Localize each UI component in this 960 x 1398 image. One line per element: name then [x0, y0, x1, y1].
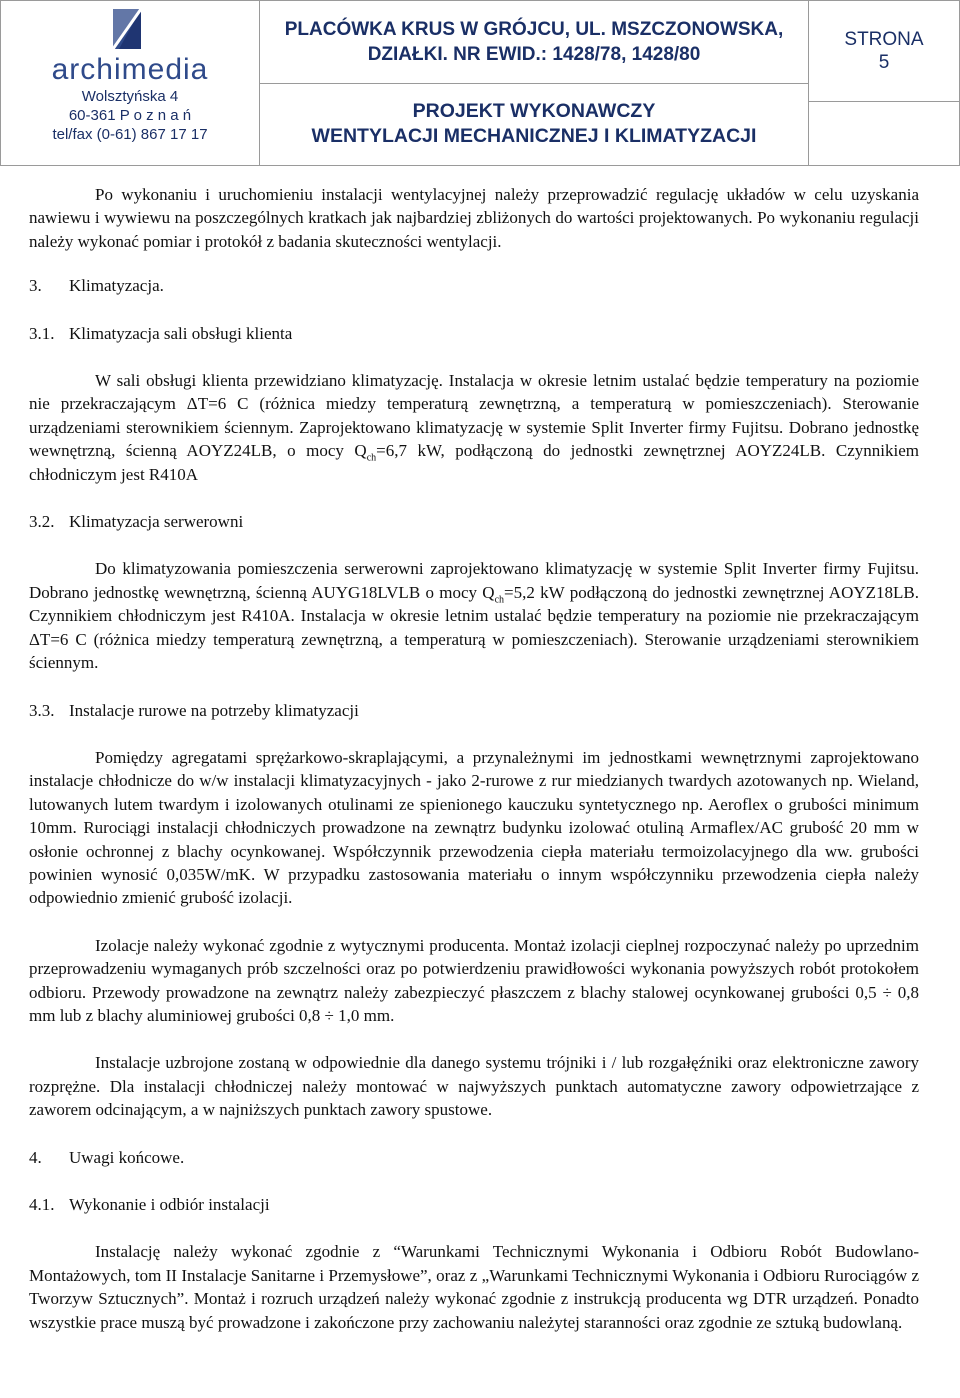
- logo-wordmark: archimedia: [51, 53, 209, 86]
- section-number: 3.1.: [29, 323, 55, 343]
- paragraph-3-3-insulation: Izolacje należy wykonać zgodnie z wytycznymi producenta. Montaż izolacji cieplnej rozpoczynać należy po uprzednim przeprowadzeniu wymaganych prób szczelności oraz po potwierdzeniu prawidłowości wykonania powyższych robót protokołem odbioru. Przewody prowadzone na zewnątrz należy zabezpieczyć płaszczem z blachy stalowej ocynkowanej grubości 0,5 ÷ 0,8 mm lub z blachy aluminiowej grubości 0,8 ÷ 1,0 mm.: [29, 935, 919, 1025]
- section-number: 4.1.: [29, 1195, 55, 1214]
- page-label: STRONA: [844, 29, 924, 50]
- section-number: 3.3.: [29, 700, 55, 720]
- section-title: Uwagi końcowe.: [69, 1147, 185, 1167]
- project-title-line2: WENTYLACJI MECHANICZNEJ I KLIMATYZACJI: [311, 125, 757, 148]
- archimedia-logo: [1, 1, 259, 87]
- section-title: Instalacje rurowe na potrzeby klimatyzacji: [69, 700, 359, 720]
- site-title-line2: DZIAŁKI. NR EWID.: 1428/78, 1428/80: [367, 43, 701, 65]
- address-street: Wolsztyńska 4: [81, 88, 179, 105]
- site-title-line1: PLACÓWKA KRUS W GRÓJCU, UL. MSZCZONOWSKA,: [284, 18, 784, 40]
- address-phone: tel/fax (0-61) 867 17 17: [52, 126, 208, 143]
- section-3-2-heading: [29, 510, 919, 533]
- paragraph-4-1: Instalację należy wykonać zgodnie z “Warunkami Technicznymi Wykonania i Odbioru Robót Budowlano-Montażowych, tom II Instalacje Sanitarne i Przemysłowe”, oraz z „Warunkami Technicznymi Wykonania i Odbioru Rurociągów z Tworzyw Sztucznych”. Montaż i rozruch urządzeń należy wykonać zgodnie z instrukcją producenta wg DTR urządzeń. Ponadto wszystkie prace muszą być prowadzone i zakończone przy zachowaniu należytej staranności oraz zgodnie ze sztuką budowlaną.: [29, 1242, 919, 1332]
- section-title: Klimatyzacja serwerowni: [69, 512, 244, 532]
- section-title: Klimatyzacja.: [69, 276, 164, 296]
- section-title: Klimatyzacja sali obsługi klienta: [69, 323, 293, 343]
- section-title: Wykonanie i odbiór instalacji: [69, 1195, 270, 1214]
- company-address: [1, 87, 259, 144]
- address-city: 60-361 P o z n a ń: [68, 107, 192, 124]
- section-4-heading: [29, 1146, 919, 1169]
- page-number: 5: [878, 52, 890, 73]
- document-body: [29, 183, 919, 1334]
- section-number: 4.: [29, 1147, 42, 1167]
- header-title-block: [260, 1, 809, 165]
- project-title-line1: PROJEKT WYKONAWCZY: [412, 100, 656, 123]
- paragraph-3-3-pipes: Pomiędzy agregatami sprężarkowo-skraplającymi, a przynależnymi im jednostkami wewnętrznymi zaprojektowano instalacje chłodnicze do w/w instalacji klimatyzacyjnych - jako 2-rurowe z rur miedzianych twardych azotowanych np. Wieland, lutowanych lutem twardym i izolowanych otulinami ze spienionego kauczuku syntetycznego np. Aeroflex o grubości minimum 10mm. Rurociągi instalacji chłodniczych prowadzone na zewnątrz budynku izolować otuliną Armaflex/AC grubość 20 mm w osłonie ochronnej z blachy ocynkowanej. Współczynnik przewodzenia ciepła materiału termoizolacyjnego dla ww. grubości powinien wynosić 0,035W/mK. W przypadku zastosowania materiału o innym współczynniku przewodzenia ciepła należy odpowiednio zmienić grubość izolacji.: [29, 747, 919, 908]
- page-number-block: [809, 1, 959, 102]
- section-4-1-heading: [29, 1193, 919, 1216]
- page-header: [0, 0, 960, 166]
- section-number: 3.2.: [29, 512, 55, 532]
- section-3-1-heading: [29, 322, 919, 345]
- paragraph-3-3-fittings: Instalacje uzbrojone zostaną w odpowiednie dla danego systemu trójniki i / lub rozgałęźniki oraz elektroniczne zawory rozprężne. Dla instalacji chłodniczej należy montować w najwyższych punktach automatyczne zawory odpowietrzające z zaworem odcinającym, a w najniższych punktach zawory spustowe.: [29, 1053, 919, 1120]
- paragraph-3-2: Do klimatyzowania pomieszczenia serwerowni zaprojektowano klimatyzację w systemie Split Inverter firmy Fujitsu. Dobrano jednostkę wewnętrzną, ścienną AUYG18LVLB o mocy $Q_{ch}=5,2$ kW podłączoną do jednostki zewnętrznej AOYZ18LB. Czynnikiem chłodniczym jest R410A. Instalacja w okresie letnim ustalać będzie temperatury na poziomie nie przekraczającym ΔT=6 C (różnica miedzy temperaturą zewnętrzną, a temperaturą w pomieszczeniach). Sterowanie urządzeniami sterownikiem ściennym.: [29, 559, 919, 673]
- paragraph-intro: Po wykonaniu i uruchomieniu instalacji wentylacyjnej należy przeprowadzić regulację układów w celu uzyskania nawiewu i wywiewu na poszczególnych kratkach jak najbardziej zbliżonych do wartości projektowanych. Po wykonaniu regulacji należy wykonać pomiar i protokół z badania skuteczności wentylacji.: [29, 185, 919, 251]
- company-block: [1, 1, 260, 165]
- project-title: [260, 84, 808, 166]
- section-3-3-heading: [29, 699, 919, 722]
- site-title: [260, 1, 808, 84]
- section-3-heading: [29, 274, 919, 297]
- paragraph-3-1: W sali obsługi klienta przewidziano klimatyzację. Instalacja w okresie letnim ustalać będzie temperatury na poziomie nie przekraczającym ΔT=6 C (różnica miedzy temperaturą zewnętrzną, a temperaturą w pomieszczeniach). Sterowanie urządzeniami sterownikiem ściennym. Zaprojektowano klimatyzację w systemie Split Inverter firmy Fujitsu. Dobrano jednostkę wewnętrzną, ścienną AOYZ24LB, o mocy $Q_{ch}=6,7$ kW, podłączoną do jednostki zewnętrznej AOYZ24LB. Czynnikiem chłodniczym jest R410A: [29, 371, 919, 484]
- section-number: 3.: [29, 276, 42, 296]
- logo-emblem-icon: [113, 9, 141, 49]
